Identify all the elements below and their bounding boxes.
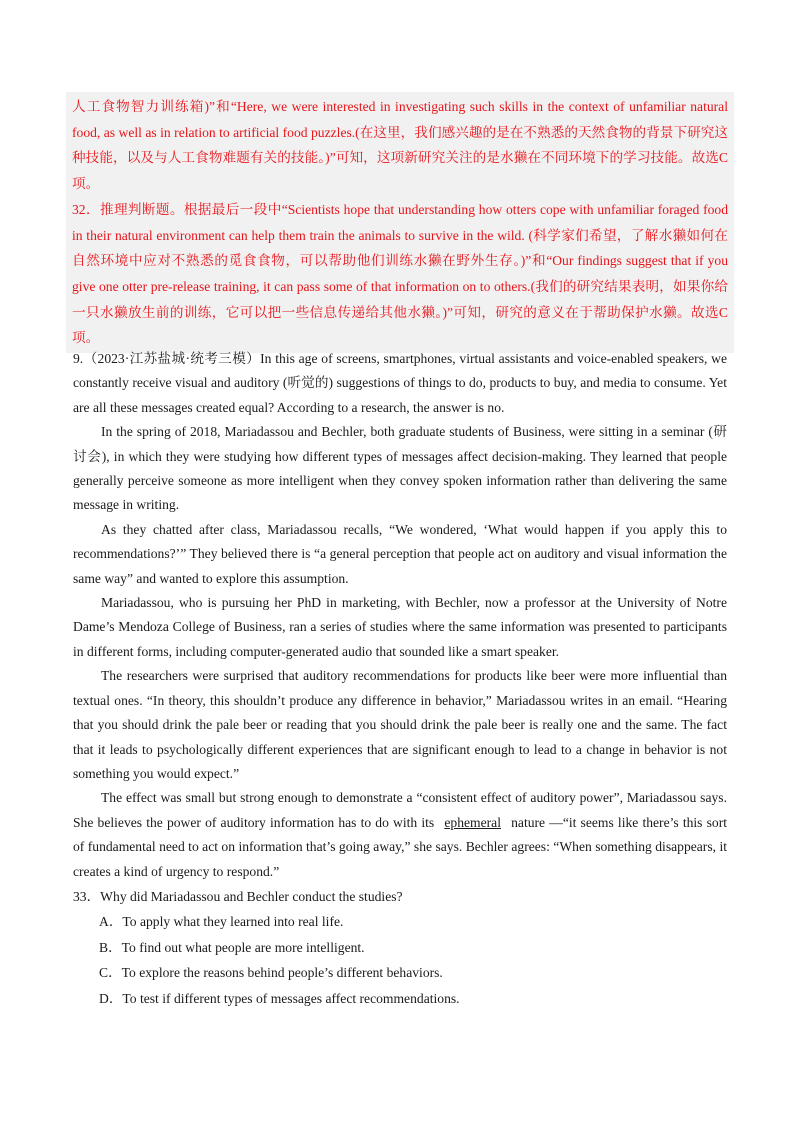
passage-paragraph-5: The researchers were surprised that auditory recommendations for products like beer were more influential than textual ones. “In theory, this shouldn’t produce any difference in behavior,” Mariadassou writes in an email. “Hearing that you should drink the pale beer or reading that you should drink the pale beer is really one and the same. The fact that it leads to psychologically different experiences that are significant enough to lead to a change in behavior is not something you would expect.” — [73, 668, 727, 781]
passage-paragraph-1: 9.（2023·江苏盐城·统考三模）In this age of screens, smartphones, virtual assistants and voice-enabled speakers, we constantly receive visual and auditory (听觉的) suggestions of things to do, products to buy, and media to consume. Yet are all these messages created equal? According to a research, the answer is no. — [73, 351, 727, 415]
option-b: B．To find out what people are more intelligent. — [99, 939, 365, 955]
passage-paragraph-6 — [73, 786, 727, 884]
question-stem: 33．Why did Mariadassou and Bechler conduct the studies? — [73, 888, 403, 904]
passage-paragraph-6-end: nature —“it seems like there’s this sort of fundamental need to act on information that’s going away,” she says. Bechler agrees: “When something disappears, it creates a kind of urgency to respond.” — [73, 814, 728, 879]
option-a: A．To apply what they learned into real life. — [99, 913, 344, 929]
underlined-word: ephemeral — [444, 814, 501, 830]
passage-paragraph-6-start: The effect was small but strong enough to demonstrate a “consistent effect of auditory power”, Mariadassou says. She believes the power of auditory information has to do with its — [73, 790, 727, 830]
explanation-paragraph-31: 人工食物智力训练箱)”和“Here, we were interested in investigating such skills in the context of unfamiliar natural food, as well as in relation to artificial food puzzles.(在这里，我们感兴趣的是在不熟悉的天然食物的背景下研究这种技能，以及与人工食物难题有关的技能。)”可知，这项新研究关注的是水獭在不同环境下的学习技能。故选C项。 — [72, 99, 728, 192]
passage-paragraph-2: In the spring of 2018, Mariadassou and Bechler, both graduate students of Business, were sitting in a seminar (研讨会), in which they were studying how different types of messages affect decision-making. They learned that people generally perceive someone as more intelligent when they convey spoken information rather than delivering the same message in writing. — [73, 424, 727, 513]
answer-explanation-box — [66, 92, 734, 353]
option-d: D．To test if different types of messages affect recommendations. — [99, 990, 460, 1006]
explanation-paragraph-32: 32．推理判断题。根据最后一段中“Scientists hope that understanding how otters cope with unfamiliar foraged food in their natural environment can help them train the animals to survive in the wild. (科学家们希望，了解水獭如何在自然环境中应对不熟悉的觅食食物，可以帮助他们训练水獭在野外生存。)”和“Our findings suggest that if you give one otter pre-release training, it can pass some of that information on to others.(我们的研究结果表明，如果你给一只水獭放生前的训练，它可以把一些信息传递给其他水獭。)”可知，研究的意义在于帮助保护水獭。故选C项。 — [72, 201, 728, 346]
passage-paragraph-3: As they chatted after class, Mariadassou recalls, “We wondered, ‘What would happen if you apply this to recommendations?’” They believed there is “a general perception that people act on auditory and visual information the same way” and wanted to explore this assumption. — [73, 521, 727, 586]
passage-paragraph-4: Mariadassou, who is pursuing her PhD in marketing, with Bechler, now a professor at the University of Notre Dame’s Mendoza College of Business, ran a series of studies where the same information was presented to participants in different forms, including computer-generated audio that sounded like a smart speaker. — [73, 595, 727, 659]
reading-passage — [73, 347, 727, 1011]
option-c: C．To explore the reasons behind people’s different behaviors. — [99, 965, 443, 981]
